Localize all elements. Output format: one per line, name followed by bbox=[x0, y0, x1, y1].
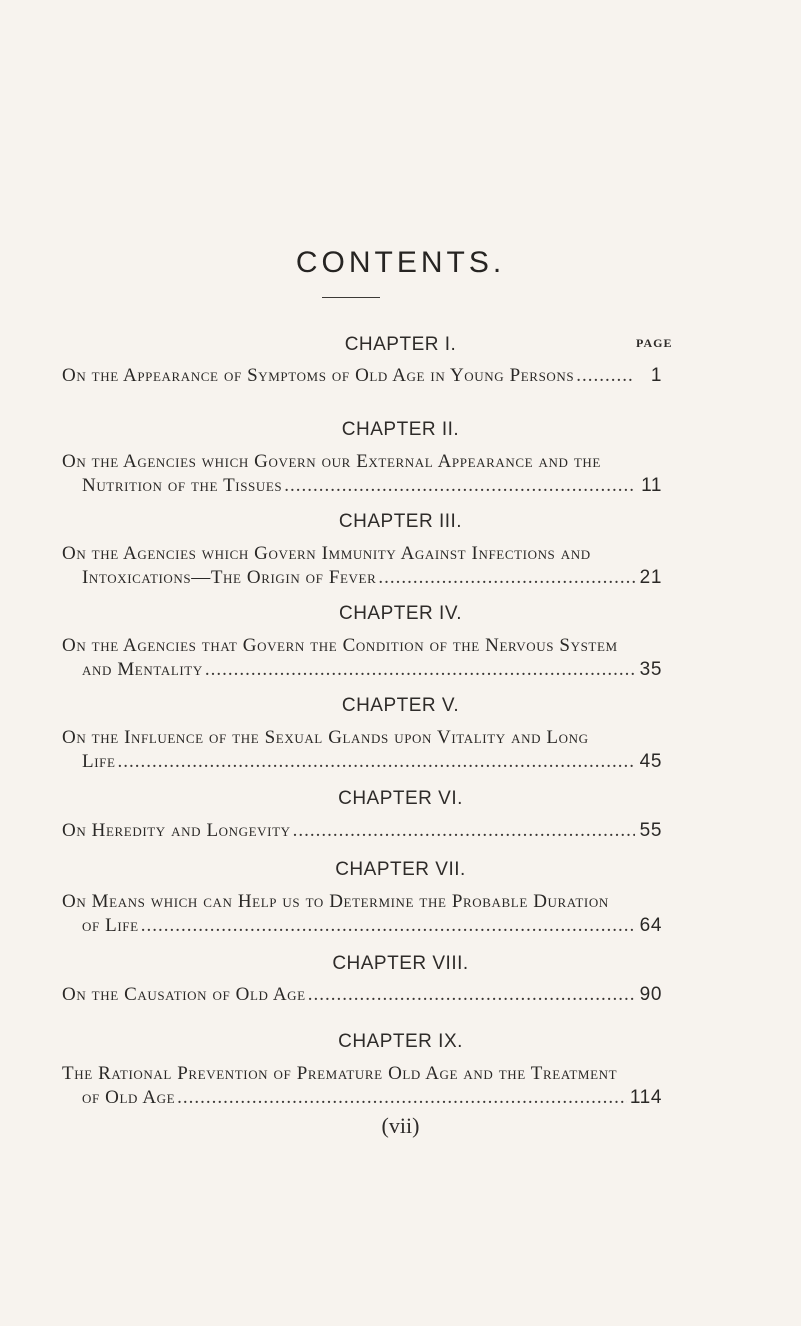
page-number: 55 bbox=[639, 820, 662, 841]
entry-title-line: On the Agencies which Govern our External Appearance and the bbox=[62, 451, 601, 472]
entry-title: Life bbox=[82, 751, 116, 772]
toc-entry[interactable] bbox=[82, 475, 662, 497]
page-number: 1 bbox=[650, 365, 662, 386]
dot-leader bbox=[284, 475, 635, 497]
entry-title: of Old Age bbox=[82, 1087, 176, 1108]
entry-title: and Mentality bbox=[82, 659, 203, 680]
toc-entry[interactable] bbox=[82, 567, 662, 589]
dot-leader bbox=[576, 365, 635, 387]
dot-leader bbox=[177, 1087, 627, 1109]
dot-leader bbox=[205, 659, 635, 681]
entry-title-line: On Means which can Help us to Determine the Probable Duration bbox=[62, 891, 609, 912]
page-number: 11 bbox=[641, 475, 662, 496]
dot-leader bbox=[118, 751, 635, 773]
page-folio: (vii) bbox=[381, 1113, 420, 1138]
entry-title-line: The Rational Prevention of Premature Old Age and the Treatment bbox=[62, 1063, 618, 1084]
entry-title: Nutrition of the Tissues bbox=[82, 475, 283, 496]
dot-leader bbox=[141, 915, 635, 937]
chapter-heading: CHAPTER VIII. bbox=[332, 953, 469, 974]
entry-title-line: On the Agencies that Govern the Condition of the Nervous System bbox=[62, 635, 618, 656]
chapter-heading: CHAPTER IX. bbox=[338, 1031, 463, 1052]
toc-entry[interactable] bbox=[62, 365, 662, 387]
chapter-heading: CHAPTER IV. bbox=[338, 603, 463, 624]
page-number: 90 bbox=[639, 984, 662, 1005]
toc-entry[interactable] bbox=[82, 751, 662, 773]
page-number: 45 bbox=[639, 751, 662, 772]
dot-leader bbox=[308, 984, 635, 1006]
toc-entry[interactable] bbox=[62, 984, 662, 1006]
chapter-heading: CHAPTER II. bbox=[341, 419, 460, 440]
dot-leader bbox=[293, 820, 635, 842]
toc-entry[interactable] bbox=[82, 1087, 662, 1109]
page-number: 64 bbox=[639, 915, 662, 936]
page-number: 21 bbox=[639, 567, 662, 588]
entry-title: On the Causation of Old Age bbox=[62, 984, 306, 1005]
page-number: 114 bbox=[629, 1087, 662, 1108]
toc-entry[interactable] bbox=[82, 659, 662, 681]
page-title: CONTENTS. bbox=[295, 246, 506, 279]
chapter-heading: CHAPTER VII. bbox=[335, 859, 466, 880]
chapter-heading: CHAPTER III. bbox=[338, 511, 463, 532]
entry-title-line: On the Agencies which Govern Immunity Against Infections and bbox=[62, 543, 591, 564]
entry-title: Intoxications—The Origin of Fever bbox=[82, 567, 377, 588]
dot-leader bbox=[378, 567, 635, 589]
chapter-heading: CHAPTER VI. bbox=[338, 788, 463, 809]
entry-title-line: On the Influence of the Sexual Glands upon Vitality and Long bbox=[62, 727, 589, 748]
chapter-heading: CHAPTER I. bbox=[344, 334, 457, 355]
toc-entry[interactable] bbox=[62, 820, 662, 842]
page-number: 35 bbox=[639, 659, 662, 680]
entry-title: On Heredity and Longevity bbox=[62, 820, 291, 841]
entry-title: of Life bbox=[82, 915, 139, 936]
page-column-label: PAGE bbox=[636, 336, 673, 350]
entry-title: On the Appearance of Symptoms of Old Age in Young Persons bbox=[62, 365, 575, 386]
title-rule bbox=[322, 297, 380, 298]
chapter-heading: CHAPTER V. bbox=[341, 695, 460, 716]
toc-entry[interactable] bbox=[82, 915, 662, 937]
